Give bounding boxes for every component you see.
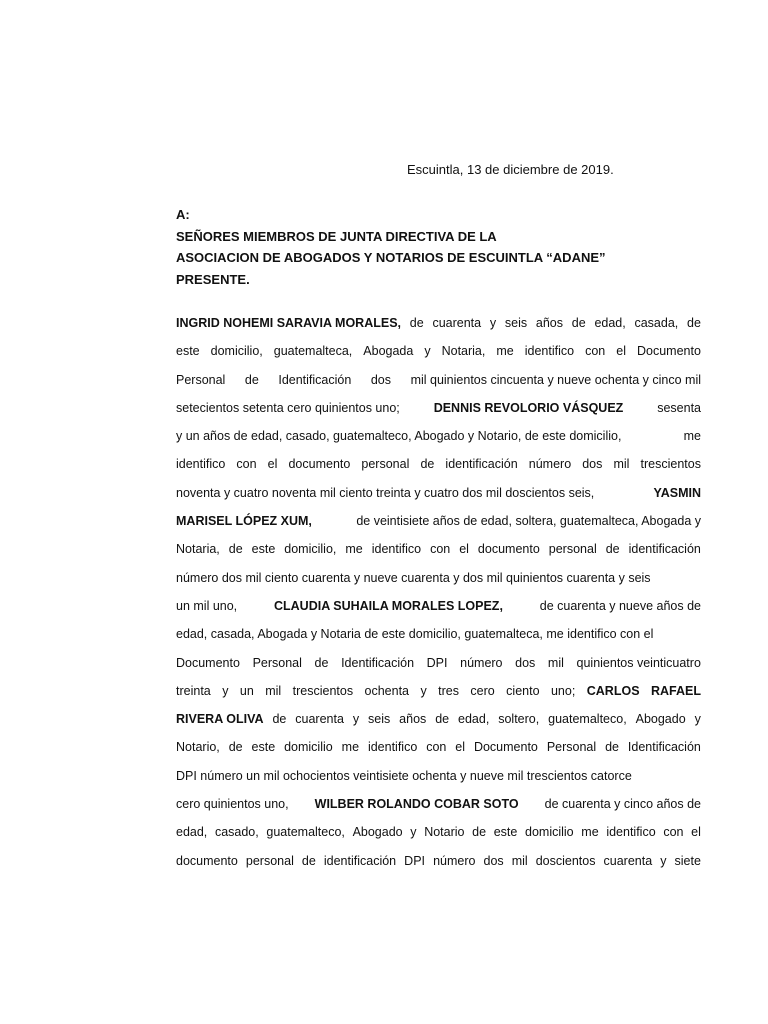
person-name: RIVERA OLIVA (176, 712, 264, 727)
body-word: siete (674, 853, 701, 868)
body-word: años (399, 712, 427, 727)
body-word: número (460, 655, 503, 670)
addressee-line-4: PRESENTE. (176, 271, 250, 287)
body-word: noventa y cuatro noventa mil ciento treinta y cuatro dos mil doscientos seis, (176, 485, 595, 500)
body-word: guatemalteca, (273, 344, 353, 359)
body-word: de (409, 316, 424, 330)
body-word: cuarenta (603, 853, 653, 868)
body-word: casado, (214, 825, 259, 840)
body-word: de cuarenta y cinco años de (544, 797, 701, 812)
body-word: me (581, 825, 599, 840)
body-word: de (301, 853, 316, 868)
body-word: documento (477, 542, 540, 557)
addressee-block (176, 204, 606, 290)
body-word: identifico (371, 542, 422, 557)
body-word: el (455, 740, 466, 755)
body-word: domicilio, (284, 542, 337, 557)
body-word: Documento (176, 655, 240, 670)
body-word: trescientos (640, 457, 701, 472)
body-word: seis (368, 712, 391, 727)
body-word: mil (547, 655, 564, 670)
body-line (176, 705, 701, 733)
body-word: mil (613, 457, 630, 472)
body-word: de (272, 712, 287, 727)
body-word: seis (504, 316, 528, 330)
body-word: sesenta (657, 400, 701, 415)
body-word: ciento (506, 683, 540, 698)
body-word: el (459, 542, 469, 557)
addressee-line-2: SEÑORES MIEMBROS DE JUNTA DIRECTIVA DE LA (176, 228, 497, 244)
body-word: Notario (424, 825, 465, 840)
body-word: de veintisiete años de edad, soltera, guatemalteca, Abogada y (356, 514, 701, 529)
body-word: y (489, 316, 497, 330)
body-word: ochenta (364, 683, 409, 698)
body-word: identifico (606, 825, 656, 840)
body-word: edad, (458, 712, 490, 727)
body-word: guatemalteco, (548, 712, 627, 727)
body-word: cuarenta (295, 712, 344, 727)
body-word: Abogada (363, 344, 414, 359)
body-word: Abogado (352, 825, 403, 840)
body-word: Personal (176, 372, 226, 387)
body-line (176, 762, 701, 790)
body-word: treinta (176, 683, 211, 698)
body-line (176, 649, 701, 677)
body-word: de (228, 740, 243, 755)
body-word: y un años de edad, casado, guatemalteco, Abogado y Notario, de este domicilio, (176, 429, 622, 444)
person-name: INGRID NOHEMI SARAVIA MORALES, (176, 316, 402, 330)
body-line (176, 620, 701, 648)
body-word: identifico (367, 740, 418, 755)
body-word: casada, (634, 316, 679, 330)
body-paragraph (176, 309, 701, 875)
body-word: personal (548, 542, 597, 557)
body-word: con (236, 457, 257, 472)
body-word: de (687, 316, 701, 330)
body-word: y (660, 853, 667, 868)
body-word: de (435, 712, 450, 727)
body-word: identificación (628, 542, 701, 557)
body-word: número (433, 853, 476, 868)
body-word: edad, (176, 825, 208, 840)
body-word: el (267, 457, 278, 472)
body-word: DPI (426, 655, 448, 670)
body-word: domicilio (284, 740, 333, 755)
body-word: un mil uno, (176, 598, 238, 613)
body-word: domicilio, (210, 344, 263, 359)
body-word: y (694, 712, 701, 727)
body-line (176, 677, 701, 705)
body-word: de (244, 372, 259, 387)
person-name: YASMIN (653, 485, 701, 500)
body-word: el (616, 344, 626, 359)
body-word: cero (470, 683, 495, 698)
body-word: con (663, 825, 684, 840)
body-word: identificación (445, 457, 518, 472)
body-line (176, 507, 701, 535)
body-word: el (691, 825, 701, 840)
body-word: mil (511, 853, 528, 868)
addressee-line-3: ASOCIACION DE ABOGADOS Y NOTARIOS DE ESCUINTLA “ADANE” (176, 250, 606, 265)
body-word: de (314, 655, 329, 670)
body-line (176, 733, 701, 761)
body-word: y (222, 683, 229, 698)
body-line (176, 479, 701, 507)
body-word: este (176, 344, 200, 359)
body-word: y (420, 683, 427, 698)
body-line (176, 847, 701, 875)
body-word: cuarenta (432, 316, 482, 330)
body-word: Notario, (176, 740, 220, 755)
body-word: dos (483, 853, 504, 868)
body-word: trescientos (292, 683, 354, 698)
body-word: documento (176, 853, 238, 868)
body-word: este (251, 740, 276, 755)
body-word: dos (370, 372, 392, 387)
body-word: DPI (404, 853, 426, 868)
body-word: me (496, 344, 514, 359)
body-word: número dos mil ciento cuarenta y nueve cuarenta y dos mil quinientos cuarenta y seis (176, 570, 651, 585)
body-line (176, 309, 701, 337)
body-word: mil quinientos cincuenta y nueve ochenta y cinco mil (410, 372, 701, 387)
body-word: de (472, 825, 487, 840)
body-word: dos (582, 457, 603, 472)
body-word: Identificación (278, 372, 352, 387)
body-word: DPI número un mil ochocientos veintisiete ochenta y nueve mil trescientos catorce (176, 768, 632, 783)
body-word: uno; (550, 683, 576, 698)
body-word: de cuarenta y nueve años de (539, 598, 701, 613)
body-word: identifico (524, 344, 575, 359)
body-word: número (528, 457, 572, 472)
body-word: me (345, 542, 363, 557)
body-word: soltero, (498, 712, 540, 727)
body-word: edad, casada, Abogada y Notaria de este domicilio, guatemalteca, me identifico con el (176, 627, 654, 642)
body-line (176, 337, 701, 365)
body-line (176, 535, 701, 563)
body-word: mil (265, 683, 282, 698)
body-word: identificación (323, 853, 397, 868)
body-word: identifico (176, 457, 226, 472)
body-word: y (424, 344, 431, 359)
body-word: Identificación (341, 655, 415, 670)
body-word: documento (288, 457, 351, 472)
person-name: CLAUDIA SUHAILA MORALES LOPEZ, (273, 598, 503, 613)
body-line (176, 422, 701, 450)
body-word: con (585, 344, 606, 359)
person-name: WILBER ROLANDO COBAR SOTO (314, 797, 519, 812)
body-word: y (352, 712, 360, 727)
body-word: cero quinientos uno, (176, 797, 289, 812)
body-word: y (410, 825, 417, 840)
body-word: de (605, 740, 619, 755)
body-word: de (605, 542, 620, 557)
body-word: Documento (473, 740, 538, 755)
person-name: CARLOS (586, 683, 640, 698)
body-word: este (251, 542, 276, 557)
body-line (176, 592, 701, 620)
body-word: dos (515, 655, 536, 670)
body-line (176, 450, 701, 478)
body-word: guatemalteco, (266, 825, 345, 840)
body-word: Abogado (635, 712, 686, 727)
body-word: setecientos setenta cero quinientos uno; (176, 400, 400, 415)
body-word: personal (245, 853, 294, 868)
body-word: personal (361, 457, 410, 472)
person-name: DENNIS REVOLORIO VÁSQUEZ (433, 400, 624, 415)
body-word: Notaria, (441, 344, 486, 359)
body-word: quinientos veinticuatro (576, 655, 701, 670)
body-word: con (426, 740, 447, 755)
body-word: Personal (546, 740, 597, 755)
body-line (176, 790, 701, 818)
person-name: RAFAEL (650, 683, 701, 698)
body-word: Documento (636, 344, 701, 359)
body-line (176, 564, 701, 592)
body-line (176, 394, 701, 422)
date-line: Escuintla, 13 de diciembre de 2019. (407, 162, 614, 177)
body-word: Personal (252, 655, 302, 670)
body-word: de (420, 457, 435, 472)
body-word: años (535, 316, 563, 330)
body-word: doscientos (535, 853, 596, 868)
body-word: de (571, 316, 586, 330)
addressee-line-1: A: (176, 207, 190, 222)
body-word: me (683, 429, 701, 444)
body-word: domicilio (525, 825, 574, 840)
body-word: tres (438, 683, 459, 698)
body-line (176, 366, 701, 394)
body-word: Notaria, (176, 542, 220, 557)
body-word: este (493, 825, 518, 840)
body-word: Identificación (627, 740, 701, 755)
body-line (176, 818, 701, 846)
body-word: un (239, 683, 254, 698)
person-name: MARISEL LÓPEZ XUM, (176, 514, 312, 529)
body-word: de (228, 542, 243, 557)
body-word: con (430, 542, 451, 557)
body-word: edad, (594, 316, 626, 330)
body-word: me (341, 740, 360, 755)
